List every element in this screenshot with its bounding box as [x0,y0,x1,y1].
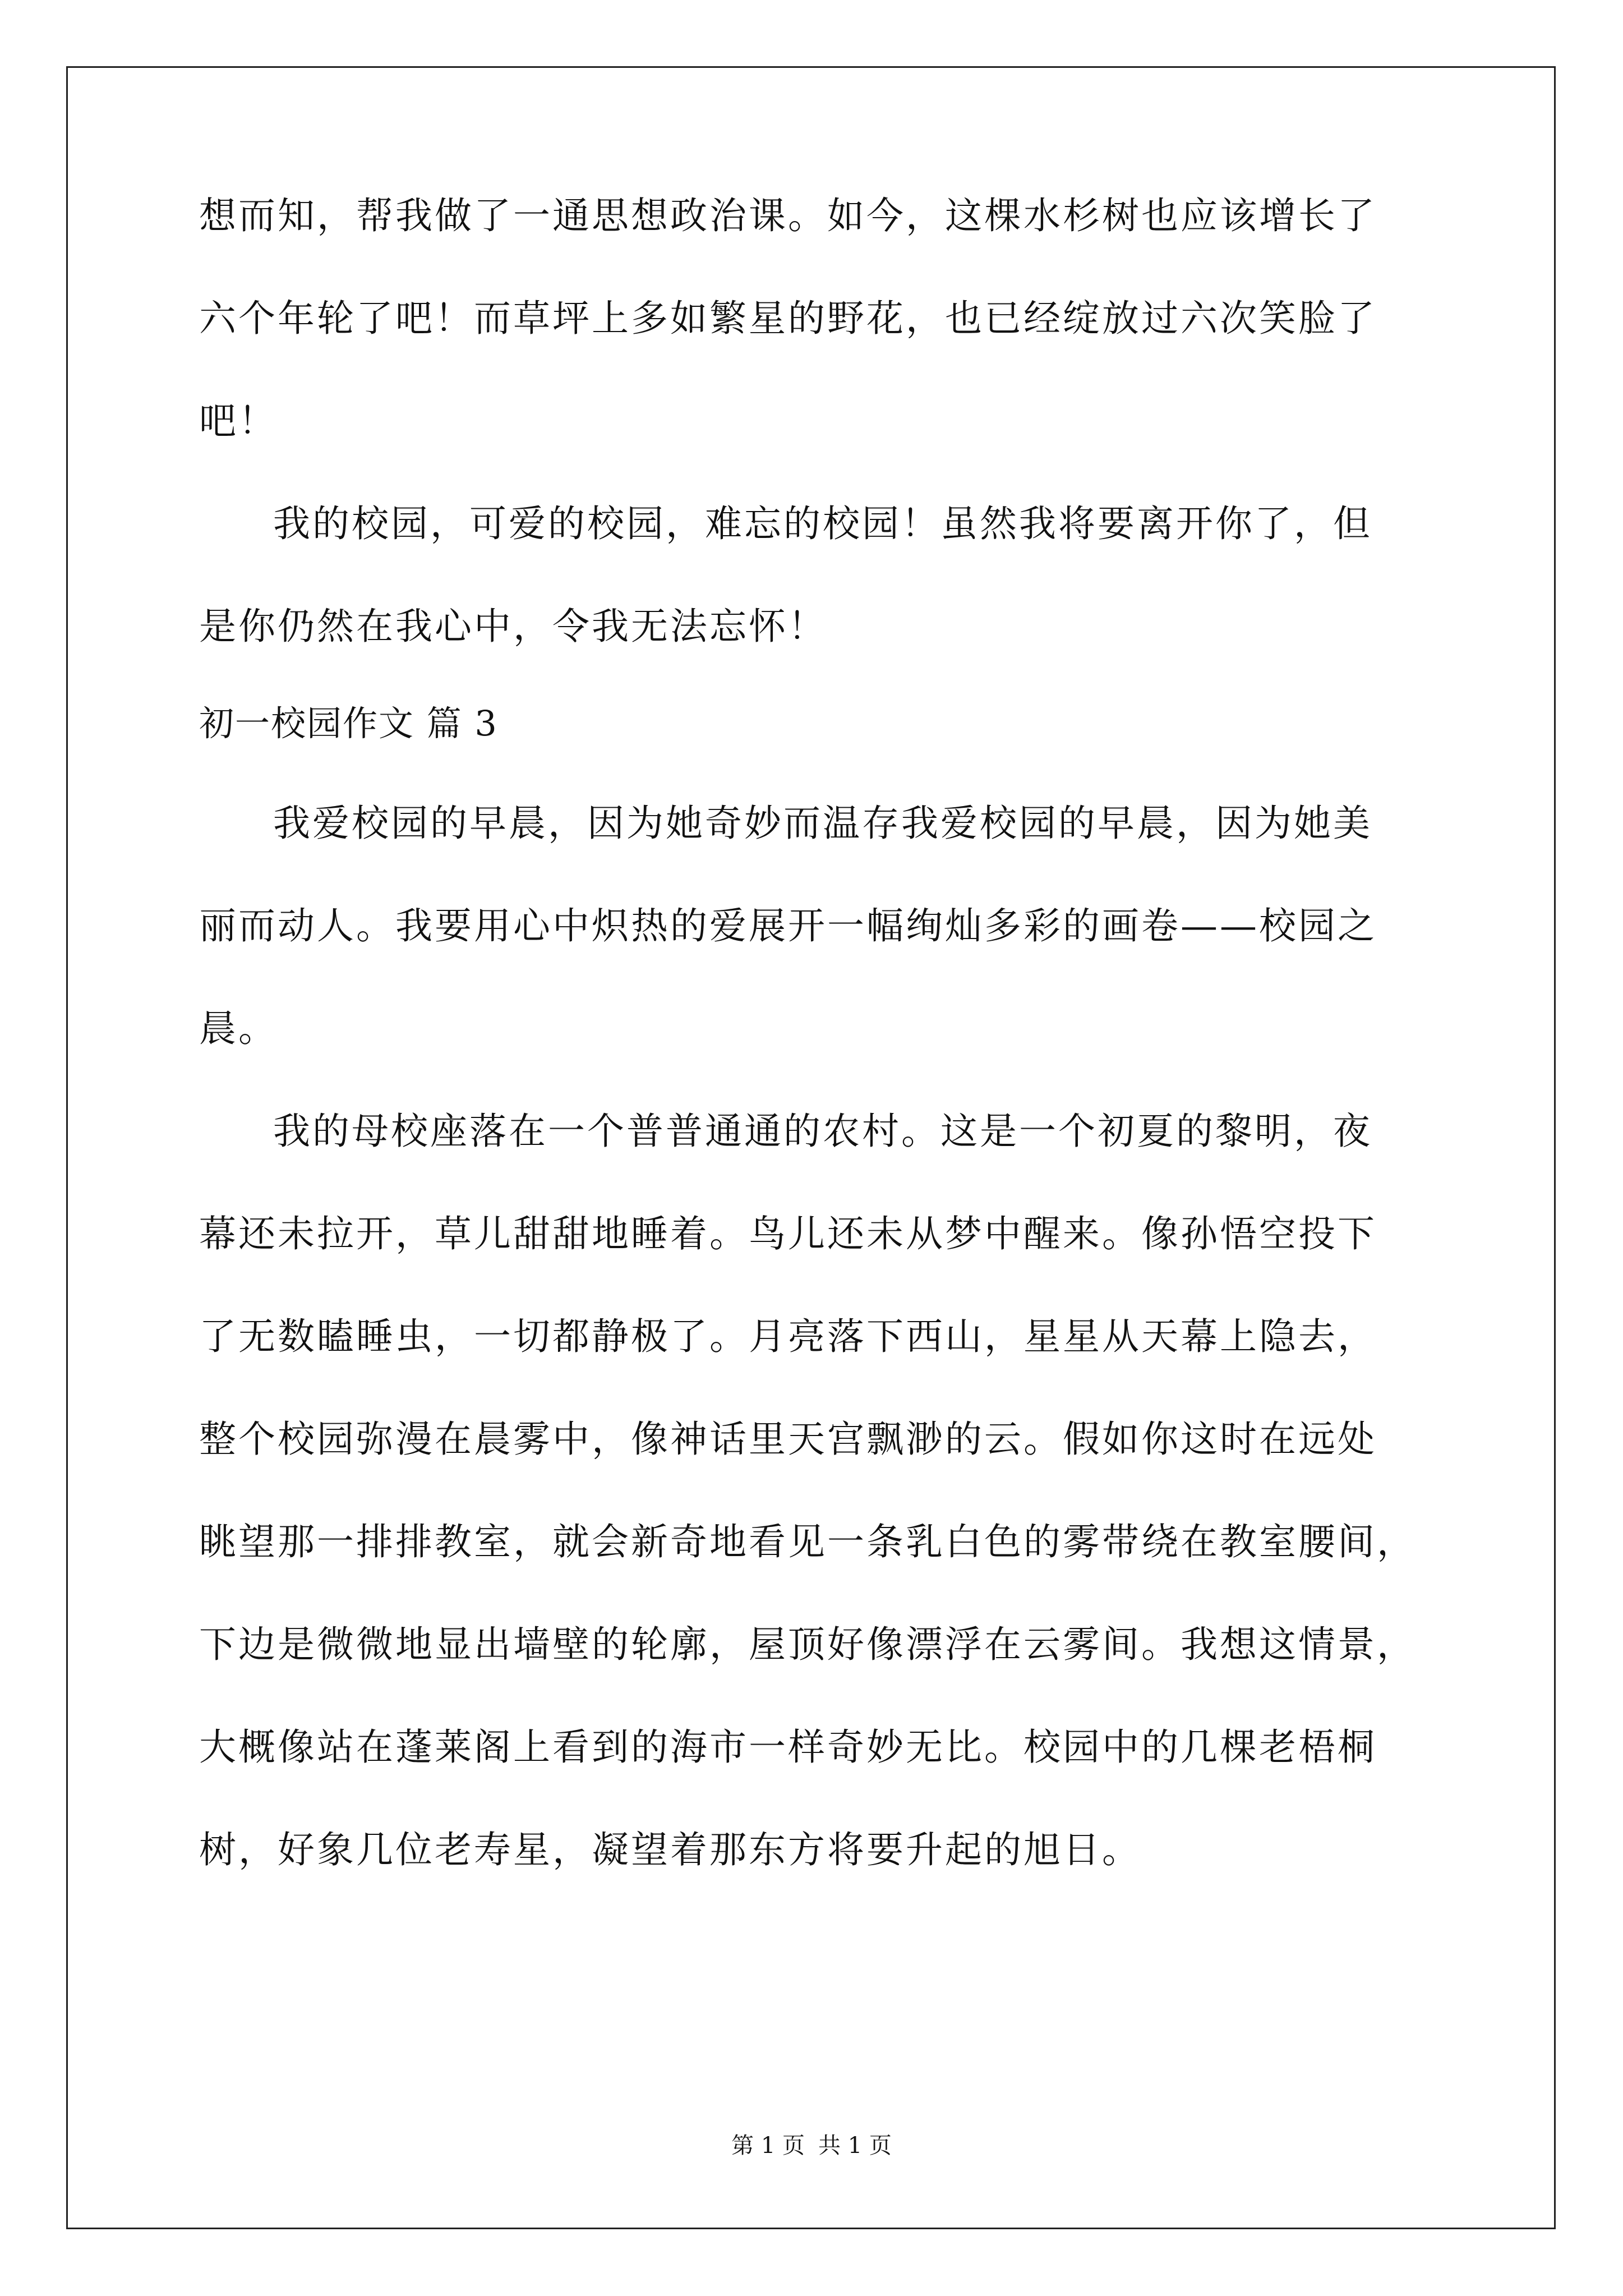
paragraph-4-line-5: 眺望那一排排教室，就会新奇地看见一条乳白色的雾带绕在教室腰间， [199,1520,1416,1563]
paragraph-4-line-3: 了无数瞌睡虫，一切都静极了。月亮落下西山，星星从天幕上隐去， [199,1315,1377,1358]
paragraph-1-line-1: 想而知，帮我做了一通思想政治课。如今，这棵水杉树也应该增长了 [199,194,1377,237]
page-total: 共 1 页 [818,2133,892,2159]
paragraph-1-line-2: 六个年轮了吧！而草坪上多如繁星的野花，也已经绽放过六次笑脸了 [199,297,1377,340]
paragraph-3-line-2: 丽而动人。我要用心中炽热的爱展开一幅绚灿多彩的画卷——校园之 [199,904,1377,947]
paragraph-1-line-3: 吧！ [199,399,278,443]
paragraph-4-line-1: 我的母校座落在一个普普通通的农村。这是一个初夏的黎明，夜 [273,1110,1372,1153]
paragraph-2-line-1: 我的校园，可爱的校园，难忘的校园！虽然我将要离开你了，但 [273,502,1372,545]
section-heading: 初一校园作文 篇 3 [199,703,498,744]
paragraph-2-line-2: 是你仍然在我心中，令我无法忘怀！ [199,605,827,648]
paragraph-4-line-8: 树，好象几位老寿星，凝望着那东方将要升起的旭日。 [199,1828,1141,1871]
page-footer [0,2132,1623,2160]
paragraph-3-line-1: 我爱校园的早晨，因为她奇妙而温存我爱校园的早晨，因为她美 [273,802,1372,845]
paragraph-4-line-2: 幕还未拉开，草儿甜甜地睡着。鸟儿还未从梦中醒来。像孙悟空投下 [199,1212,1377,1255]
paragraph-4-line-7: 大概像站在蓬莱阁上看到的海市一样奇妙无比。校园中的几棵老梧桐 [199,1726,1377,1769]
paragraph-4-line-4: 整个校园弥漫在晨雾中，像神话里天宫飘渺的云。假如你这时在远处 [199,1418,1377,1461]
paragraph-3-line-3: 晨。 [199,1007,278,1050]
page-number: 第 1 页 [731,2133,805,2159]
paragraph-4-line-6: 下边是微微地显出墙壁的轮廓，屋顶好像漂浮在云雾间。我想这情景， [199,1623,1416,1666]
